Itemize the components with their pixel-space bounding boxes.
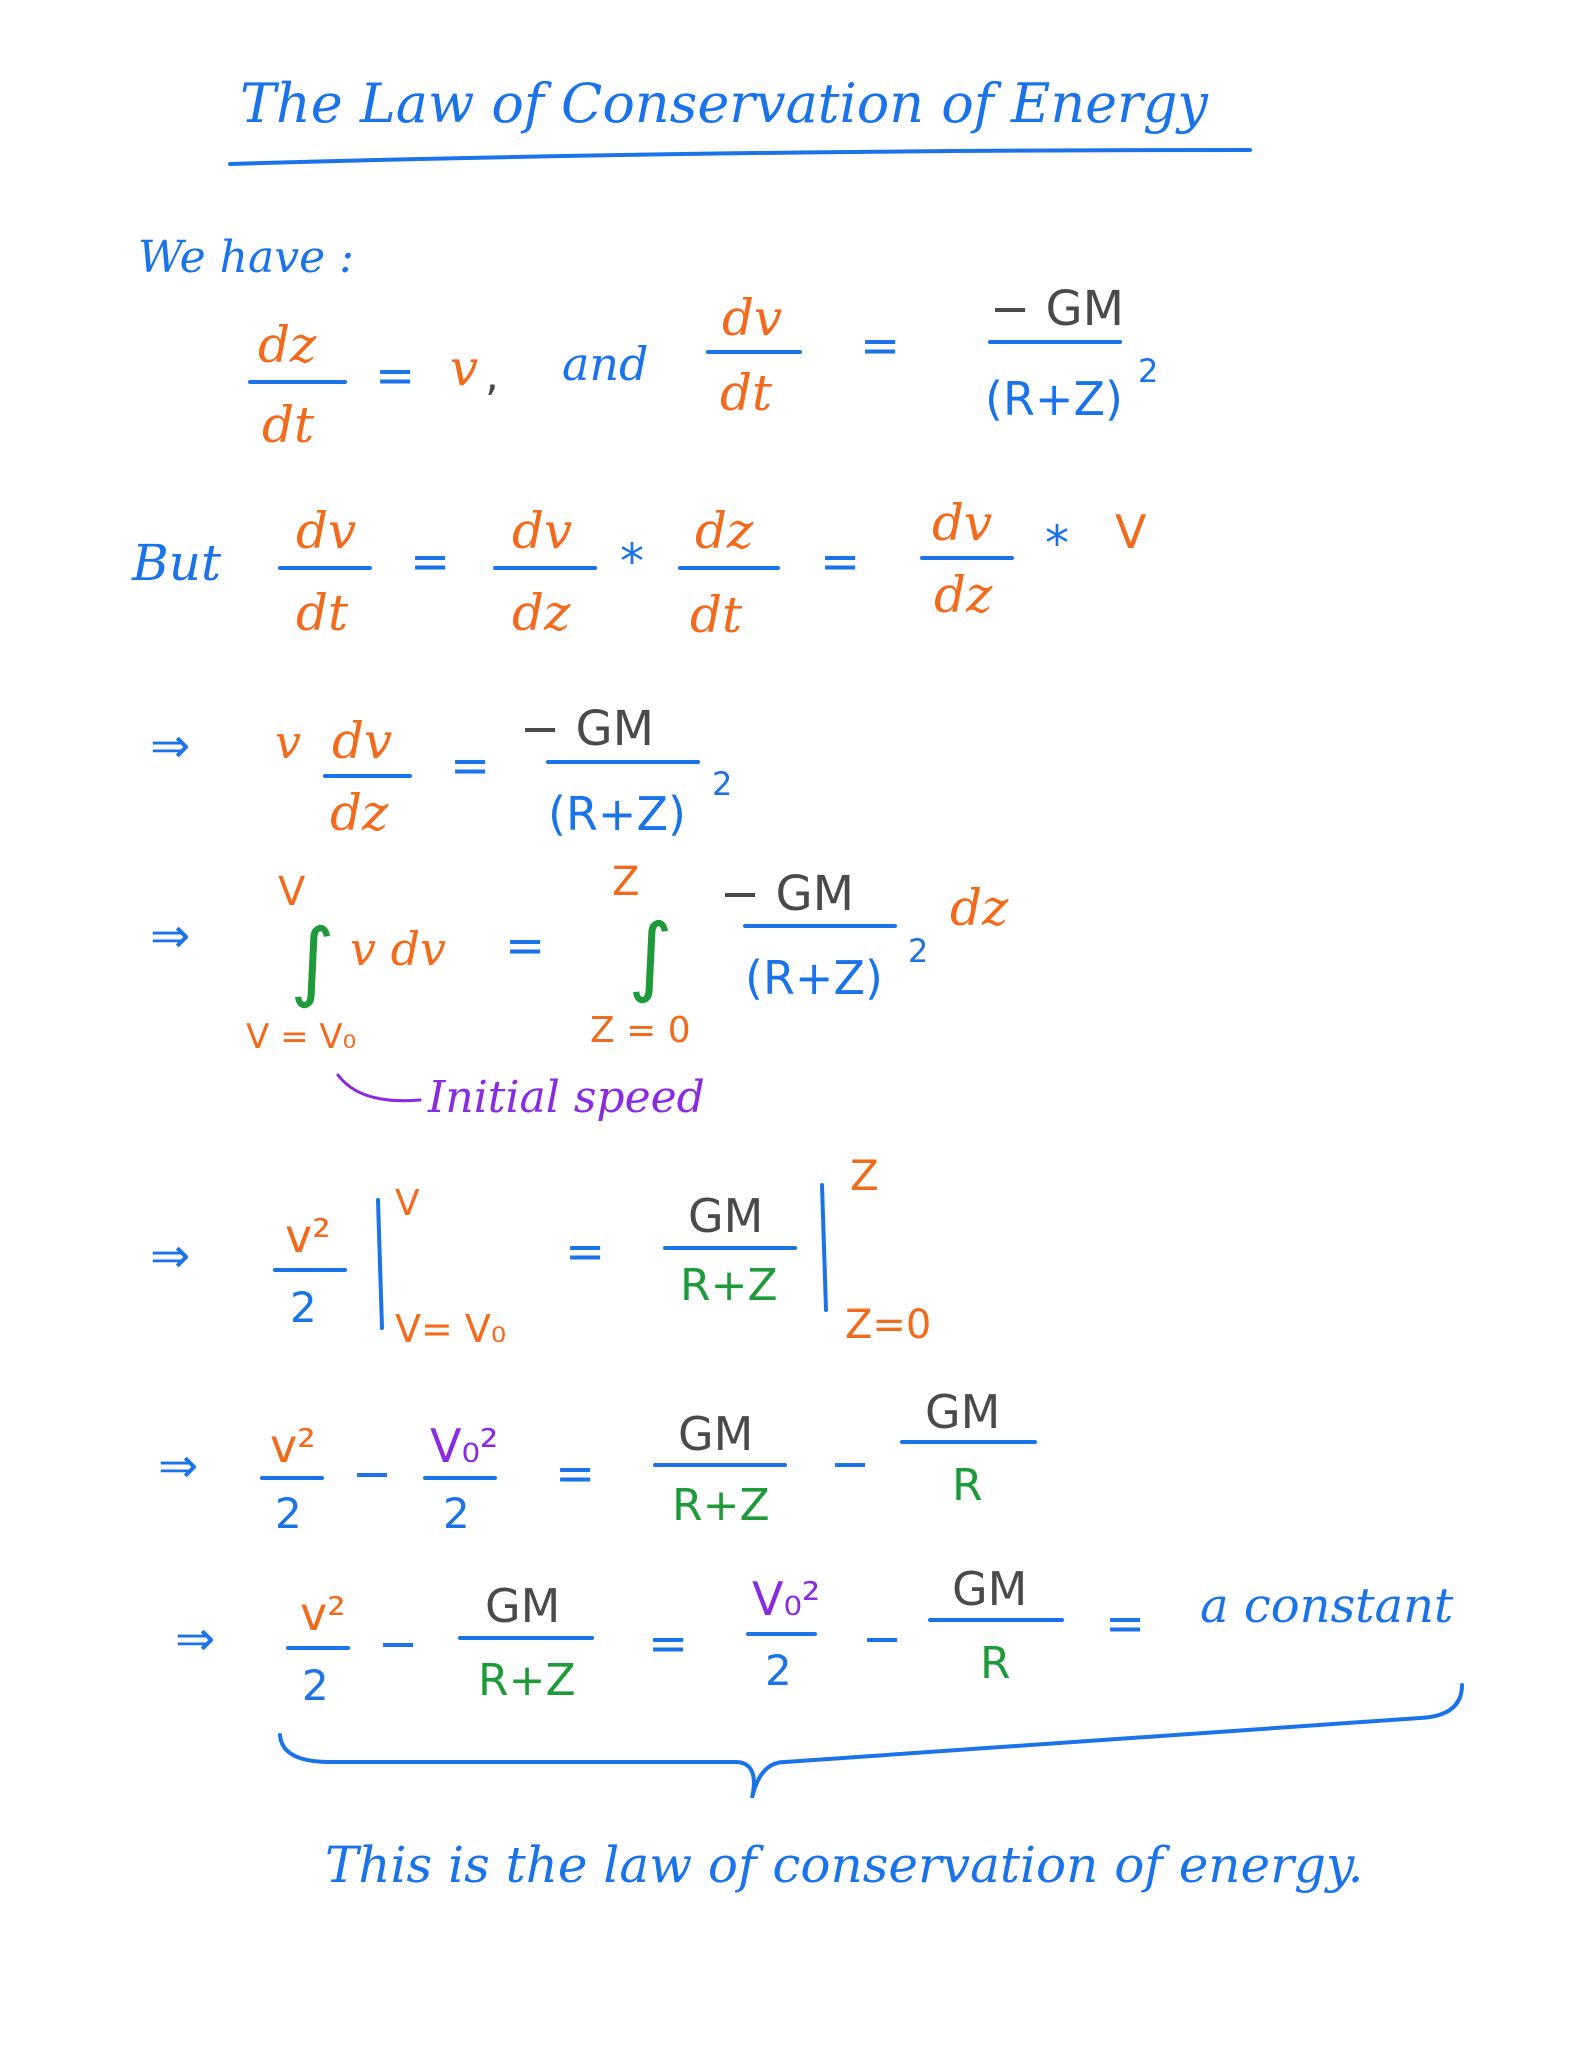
a-constant-label: a constant [1200,1578,1454,1634]
implies-arrow: ⇒ [158,1438,199,1494]
upper-limit: Z [850,1151,879,1200]
frac-den: 2 [765,1646,792,1695]
var-v: v [275,715,301,769]
minus-sign: − [352,1446,393,1502]
equals-sign: = [1105,1596,1146,1652]
implies-arrow: ⇒ [175,1611,216,1667]
exponent: 2 [908,932,929,970]
frac-num: V₀² [752,1572,821,1626]
var-v: v [450,339,479,397]
frac-den: dz [934,566,993,624]
but-word: But [132,534,222,592]
footer-note: This is the law of conservation of energy. [325,1836,1364,1894]
frac-den: dz [512,584,571,642]
frac-den: 2 [290,1283,317,1332]
equals-sign: = [410,534,451,590]
and-word: and [562,337,649,391]
initial-speed-note: Initial speed [428,1072,705,1123]
frac-num: v² [270,1419,316,1473]
frac-num: GM [952,1562,1028,1616]
frac-num: v² [300,1587,346,1641]
frac-den: (R+Z) [745,951,883,1005]
equation-row-4 [150,859,1009,1123]
frac-num: dv [722,289,783,347]
frac-num: dv [512,502,573,560]
implies-arrow: ⇒ [150,908,191,964]
equation-row-7 [175,1562,1454,1710]
frac-num: GM [678,1407,754,1461]
integral-sign: ∫ [290,911,335,1011]
frac-den: (R+Z) [985,372,1123,426]
equation-row-5 [150,1151,931,1351]
lower-limit: V = V₀ [246,1017,357,1057]
equals-sign: = [450,738,491,794]
equals-sign: = [648,1616,689,1672]
equals-sign: = [505,918,546,974]
frac-den: 2 [302,1661,329,1710]
frac-num: dz [695,502,754,560]
title-underline [230,150,1250,164]
frac-den: dt [720,364,773,422]
minus-sign: − [862,1611,903,1667]
intro-text: We have : [138,232,354,283]
frac-den: dt [262,396,315,454]
times-sign: * [620,534,644,590]
frac-num: − GM [990,281,1125,337]
frac-num: dv [932,494,993,552]
frac-den: 2 [275,1489,302,1538]
implies-arrow: ⇒ [150,718,191,774]
lower-limit: Z=0 [845,1302,932,1348]
underbrace [280,1685,1462,1798]
integrand: v dv [350,922,447,976]
frac-den: (R+Z) [548,787,686,841]
upper-limit: V [278,869,306,915]
frac-den: R+Z [672,1480,770,1531]
minus-sign: − [830,1436,871,1492]
equation-row-3 [150,701,732,842]
integral-sign: ∫ [628,906,673,1006]
page-title: The Law of Conservation of Energy [240,72,1208,135]
equals-sign: = [820,534,861,590]
frac-den: R+Z [478,1655,576,1706]
exponent: 2 [712,765,733,803]
equation-row-1 [250,281,1158,454]
frac-num: GM [485,1579,561,1633]
lower-limit: Z = 0 [590,1010,691,1051]
frac-num: dv [332,712,393,770]
frac-num: dv [296,502,357,560]
equals-sign: = [565,1224,606,1280]
minus-sign: − [378,1616,419,1672]
equals-sign: = [375,348,416,404]
equation-row-2 [131,494,1147,644]
frac-den: R+Z [680,1260,778,1311]
frac-num: v² [285,1209,331,1263]
equals-sign: = [555,1446,596,1502]
frac-den: dt [296,584,349,642]
frac-den: R [980,1638,1011,1689]
equals-sign: = [860,318,901,374]
eval-bar [378,1200,382,1328]
var-v: V [1115,505,1147,559]
times-sign: * [1045,516,1069,572]
frac-num: GM [688,1189,764,1243]
frac-den: dz [330,784,389,842]
annotation-hook [338,1075,420,1101]
implies-arrow: ⇒ [150,1228,191,1284]
frac-num: GM [925,1385,1001,1439]
exponent: 2 [1138,352,1159,390]
frac-num: − GM [720,866,855,922]
upper-limit: V [395,1183,420,1224]
eval-bar [822,1185,826,1310]
equation-row-6 [158,1385,1035,1538]
differential: dz [950,879,1009,937]
frac-num: − GM [520,701,655,757]
lower-limit: V= V₀ [395,1307,507,1351]
upper-limit: Z [612,859,640,905]
frac-num: V₀² [430,1419,499,1473]
comma: , [485,350,499,401]
frac-den: dt [690,586,743,644]
frac-den: 2 [443,1489,470,1538]
frac-den: R [952,1460,983,1511]
frac-num: dz [258,316,317,374]
